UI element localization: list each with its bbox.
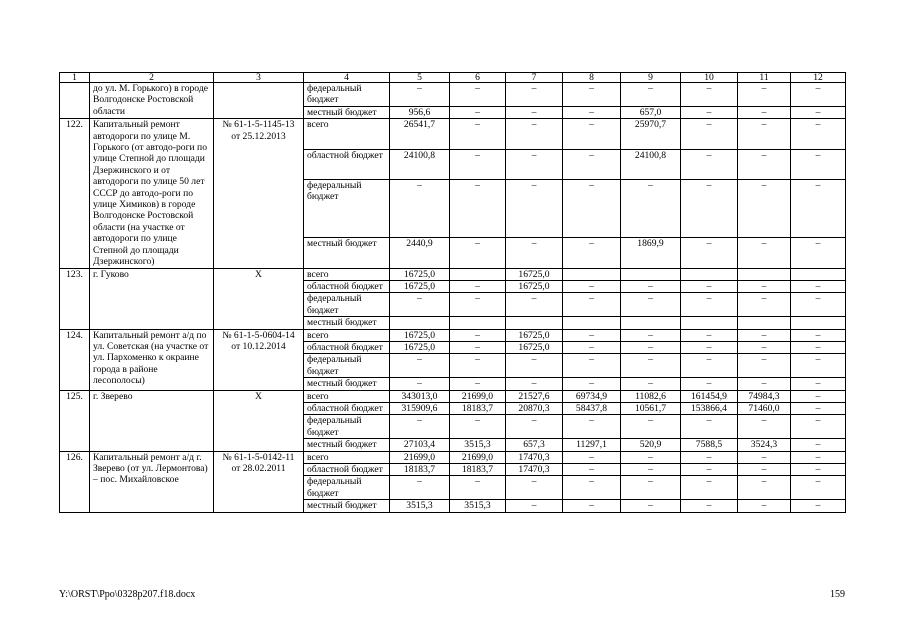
value-cell: –: [506, 293, 563, 317]
value-cell: [563, 317, 621, 329]
value-cell: 2440,9: [390, 238, 450, 268]
budget-type-label: областной бюджет: [304, 402, 390, 414]
value-cell: 17470,3: [506, 451, 563, 463]
value-cell: –: [681, 354, 738, 378]
value-cell: –: [738, 451, 791, 463]
value-cell: –: [450, 341, 506, 353]
value-cell: –: [506, 179, 563, 237]
budget-type-label: местный бюджет: [304, 500, 390, 512]
value-cell: 21699,0: [450, 390, 506, 402]
value-cell: –: [621, 329, 681, 341]
value-cell: –: [450, 119, 506, 149]
budget-type-label: федеральный бюджет: [304, 415, 390, 439]
value-cell: [563, 268, 621, 280]
value-cell: [791, 317, 846, 329]
value-cell: [621, 268, 681, 280]
value-cell: –: [738, 476, 791, 500]
value-cell: –: [506, 500, 563, 512]
budget-type-label: областной бюджет: [304, 341, 390, 353]
value-cell: –: [450, 179, 506, 237]
value-cell: –: [506, 149, 563, 179]
table-row: [60, 329, 846, 341]
budget-type-label: федеральный бюджет: [304, 179, 390, 237]
value-cell: –: [390, 378, 450, 390]
document-number: Х: [214, 268, 304, 329]
value-cell: –: [791, 280, 846, 292]
value-cell: –: [791, 238, 846, 268]
value-cell: –: [390, 179, 450, 237]
value-cell: –: [621, 293, 681, 317]
table-row: [60, 390, 846, 402]
document-number: № 61-1-5-0142-11 от 28.02.2011: [214, 451, 304, 512]
row-number: 126.: [60, 451, 90, 512]
value-cell: 10561,7: [621, 402, 681, 414]
value-cell: –: [681, 179, 738, 237]
object-name: Капитальный ремонт автодороги по улице М. Горького (от автодо-роги по улице Степной до площади Дзержинского и от автодороги по улице 50 лет СССР до автодо-роги по улице Химиков) в городе Волгодонске Ростовской области (на участке от автодороги по улице Степной до площади Дзержинского): [90, 119, 214, 268]
row-number: 124.: [60, 329, 90, 390]
value-cell: –: [563, 464, 621, 476]
value-cell: –: [738, 238, 791, 268]
budget-type-label: областной бюджет: [304, 149, 390, 179]
budget-type-label: всего: [304, 329, 390, 341]
value-cell: –: [738, 378, 791, 390]
value-cell: 11082,6: [621, 390, 681, 402]
column-header: 8: [563, 73, 621, 83]
value-cell: –: [791, 476, 846, 500]
value-cell: –: [563, 280, 621, 292]
value-cell: 21699,0: [390, 451, 450, 463]
value-cell: –: [563, 119, 621, 149]
value-cell: 11297,1: [563, 439, 621, 451]
value-cell: –: [563, 149, 621, 179]
value-cell: 16725,0: [506, 341, 563, 353]
value-cell: 74984,3: [738, 390, 791, 402]
value-cell: 16725,0: [506, 268, 563, 280]
document-number: № 61-1-5-0604-14 от 10.12.2014: [214, 329, 304, 390]
value-cell: –: [791, 378, 846, 390]
row-number: 122.: [60, 119, 90, 268]
budget-type-label: федеральный бюджет: [304, 83, 390, 107]
value-cell: –: [681, 238, 738, 268]
value-cell: –: [390, 354, 450, 378]
object-name: Капитальный ремонт а/д по ул. Советская (на участке от ул. Пархоменко к окраине города в районе лесополосы): [90, 329, 214, 390]
value-cell: [791, 268, 846, 280]
value-cell: –: [621, 378, 681, 390]
budget-type-label: всего: [304, 390, 390, 402]
table-row: [60, 83, 846, 107]
value-cell: –: [681, 280, 738, 292]
object-name: Капитальный ремонт а/д г. Зверево (от ул. Лермонтова) – пос. Михайловское: [90, 451, 214, 512]
table-row: [60, 268, 846, 280]
value-cell: –: [450, 238, 506, 268]
budget-type-label: местный бюджет: [304, 238, 390, 268]
value-cell: –: [791, 83, 846, 107]
value-cell: 3515,3: [450, 500, 506, 512]
value-cell: 16725,0: [390, 280, 450, 292]
value-cell: –: [450, 293, 506, 317]
value-cell: –: [506, 106, 563, 118]
value-cell: –: [681, 476, 738, 500]
value-cell: 27103,4: [390, 439, 450, 451]
value-cell: 16725,0: [506, 329, 563, 341]
value-cell: 315909,6: [390, 402, 450, 414]
value-cell: –: [791, 439, 846, 451]
value-cell: 1869,9: [621, 238, 681, 268]
value-cell: –: [681, 83, 738, 107]
value-cell: –: [738, 106, 791, 118]
value-cell: –: [621, 415, 681, 439]
value-cell: 17470,3: [506, 464, 563, 476]
value-cell: –: [681, 500, 738, 512]
value-cell: –: [681, 106, 738, 118]
value-cell: [738, 268, 791, 280]
row-number: [60, 83, 90, 119]
value-cell: –: [681, 378, 738, 390]
value-cell: –: [450, 280, 506, 292]
value-cell: –: [506, 238, 563, 268]
budget-type-label: местный бюджет: [304, 317, 390, 329]
budget-type-label: областной бюджет: [304, 464, 390, 476]
value-cell: 153866,4: [681, 402, 738, 414]
value-cell: –: [563, 415, 621, 439]
table-row: [60, 451, 846, 463]
value-cell: 956,6: [390, 106, 450, 118]
value-cell: –: [738, 149, 791, 179]
value-cell: –: [563, 341, 621, 353]
value-cell: –: [506, 378, 563, 390]
value-cell: –: [563, 293, 621, 317]
value-cell: –: [791, 329, 846, 341]
value-cell: 7588,5: [681, 439, 738, 451]
value-cell: –: [621, 500, 681, 512]
value-cell: –: [681, 329, 738, 341]
budget-type-label: федеральный бюджет: [304, 476, 390, 500]
value-cell: 26541,7: [390, 119, 450, 149]
file-path: Y:\ORST\Ppo\0328p207.f18.docx: [59, 589, 196, 600]
budget-type-label: всего: [304, 119, 390, 149]
value-cell: –: [681, 341, 738, 353]
value-cell: –: [506, 119, 563, 149]
value-cell: [450, 268, 506, 280]
value-cell: 18183,7: [450, 464, 506, 476]
value-cell: –: [738, 83, 791, 107]
value-cell: –: [621, 464, 681, 476]
value-cell: 657,0: [621, 106, 681, 118]
budget-type-label: областной бюджет: [304, 280, 390, 292]
value-cell: 16725,0: [506, 280, 563, 292]
value-cell: –: [450, 106, 506, 118]
value-cell: –: [450, 354, 506, 378]
value-cell: –: [450, 378, 506, 390]
value-cell: 21699,0: [450, 451, 506, 463]
value-cell: 69734,9: [563, 390, 621, 402]
budget-type-label: федеральный бюджет: [304, 354, 390, 378]
value-cell: –: [738, 329, 791, 341]
value-cell: 520,9: [621, 439, 681, 451]
column-header: 6: [450, 73, 506, 83]
budget-type-label: местный бюджет: [304, 439, 390, 451]
value-cell: –: [506, 83, 563, 107]
column-header: 7: [506, 73, 563, 83]
value-cell: 25970,7: [621, 119, 681, 149]
value-cell: –: [791, 390, 846, 402]
column-header: 12: [791, 73, 846, 83]
value-cell: 20870,3: [506, 402, 563, 414]
value-cell: –: [738, 341, 791, 353]
value-cell: –: [791, 149, 846, 179]
value-cell: 71460,0: [738, 402, 791, 414]
column-header: 11: [738, 73, 791, 83]
value-cell: –: [506, 415, 563, 439]
table-row: [60, 119, 846, 149]
value-cell: –: [563, 378, 621, 390]
value-cell: –: [563, 500, 621, 512]
value-cell: –: [563, 238, 621, 268]
value-cell: –: [621, 354, 681, 378]
value-cell: –: [791, 106, 846, 118]
value-cell: –: [681, 464, 738, 476]
row-number: 125.: [60, 390, 90, 451]
value-cell: –: [791, 464, 846, 476]
value-cell: –: [621, 476, 681, 500]
column-header: 10: [681, 73, 738, 83]
value-cell: –: [450, 83, 506, 107]
value-cell: 21527,6: [506, 390, 563, 402]
value-cell: –: [563, 179, 621, 237]
value-cell: 24100,8: [390, 149, 450, 179]
value-cell: –: [390, 293, 450, 317]
value-cell: –: [621, 451, 681, 463]
value-cell: 16725,0: [390, 268, 450, 280]
value-cell: –: [738, 293, 791, 317]
document-number: [214, 83, 304, 119]
value-cell: –: [738, 464, 791, 476]
value-cell: 343013,0: [390, 390, 450, 402]
value-cell: –: [791, 402, 846, 414]
value-cell: 3515,3: [450, 439, 506, 451]
value-cell: –: [791, 451, 846, 463]
value-cell: –: [450, 329, 506, 341]
value-cell: –: [738, 119, 791, 149]
value-cell: –: [738, 500, 791, 512]
value-cell: –: [563, 354, 621, 378]
value-cell: –: [563, 83, 621, 107]
value-cell: [681, 317, 738, 329]
document-number: № 61-1-5-1145-13 от 25.12.2013: [214, 119, 304, 268]
budget-type-label: всего: [304, 268, 390, 280]
value-cell: –: [738, 415, 791, 439]
value-cell: [738, 317, 791, 329]
value-cell: 18183,7: [450, 402, 506, 414]
budget-table: [59, 72, 846, 513]
value-cell: –: [791, 293, 846, 317]
budget-type-label: федеральный бюджет: [304, 293, 390, 317]
value-cell: –: [506, 354, 563, 378]
object-name: до ул. М. Горького) в городе Волгодонске Ростовской области: [90, 83, 214, 119]
column-header: 2: [90, 73, 214, 83]
column-header: 3: [214, 73, 304, 83]
object-name: г. Гуково: [90, 268, 214, 329]
value-cell: –: [621, 280, 681, 292]
value-cell: –: [681, 415, 738, 439]
value-cell: –: [791, 119, 846, 149]
column-header: 1: [60, 73, 90, 83]
value-cell: –: [681, 119, 738, 149]
value-cell: [681, 268, 738, 280]
value-cell: –: [738, 354, 791, 378]
value-cell: –: [563, 329, 621, 341]
value-cell: –: [738, 179, 791, 237]
value-cell: 16725,0: [390, 341, 450, 353]
column-header: 5: [390, 73, 450, 83]
column-header: 9: [621, 73, 681, 83]
value-cell: –: [621, 341, 681, 353]
value-cell: –: [791, 500, 846, 512]
table-header-row: [60, 73, 846, 83]
value-cell: 16725,0: [390, 329, 450, 341]
value-cell: –: [390, 476, 450, 500]
value-cell: 58437,8: [563, 402, 621, 414]
budget-type-label: всего: [304, 451, 390, 463]
value-cell: [390, 317, 450, 329]
row-number: 123.: [60, 268, 90, 329]
value-cell: 3524,3: [738, 439, 791, 451]
value-cell: [621, 317, 681, 329]
page-number: 159: [830, 589, 845, 600]
value-cell: –: [791, 354, 846, 378]
value-cell: –: [390, 415, 450, 439]
object-name: г. Зверево: [90, 390, 214, 451]
value-cell: –: [738, 280, 791, 292]
value-cell: –: [681, 451, 738, 463]
value-cell: –: [563, 451, 621, 463]
value-cell: –: [791, 341, 846, 353]
value-cell: –: [390, 83, 450, 107]
value-cell: –: [506, 476, 563, 500]
value-cell: –: [563, 106, 621, 118]
budget-type-label: местный бюджет: [304, 106, 390, 118]
value-cell: 24100,8: [621, 149, 681, 179]
value-cell: –: [450, 149, 506, 179]
value-cell: –: [450, 415, 506, 439]
value-cell: [450, 317, 506, 329]
value-cell: –: [791, 179, 846, 237]
value-cell: 18183,7: [390, 464, 450, 476]
value-cell: –: [563, 476, 621, 500]
budget-type-label: местный бюджет: [304, 378, 390, 390]
value-cell: –: [621, 179, 681, 237]
document-number: Х: [214, 390, 304, 451]
value-cell: –: [681, 293, 738, 317]
value-cell: 3515,3: [390, 500, 450, 512]
value-cell: –: [791, 415, 846, 439]
value-cell: 657,3: [506, 439, 563, 451]
value-cell: –: [681, 149, 738, 179]
value-cell: 161454,9: [681, 390, 738, 402]
value-cell: –: [450, 476, 506, 500]
value-cell: [506, 317, 563, 329]
column-header: 4: [304, 73, 390, 83]
value-cell: –: [621, 83, 681, 107]
